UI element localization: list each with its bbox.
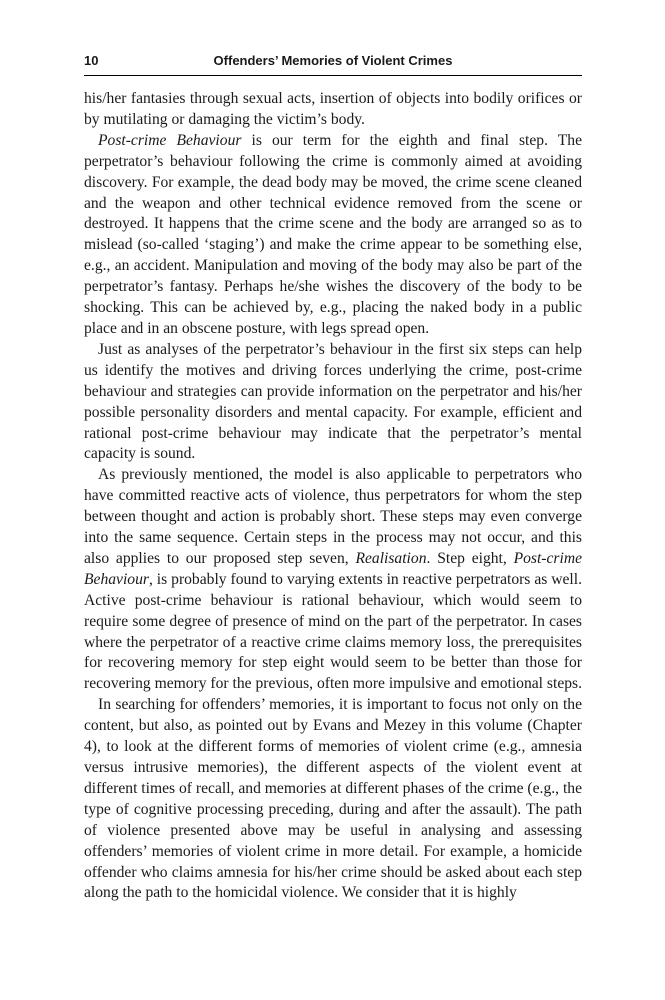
- term-realisation: Realisation: [355, 549, 427, 567]
- running-header: [84, 50, 582, 72]
- paragraph-4-text-b: . Step eight,: [426, 549, 514, 567]
- paragraph-3-text: Just as analyses of the perpetrator’s behaviour in the first six steps can help us identify the motives and driving forces underlying the crime, post-crime behaviour and strategies can provide information on the perpetrator and his/her possible personality disorders and mental capacity. For example, efficient and rational post-crime behaviour may indicate that the perpetrator’s mental capacity is sound.: [84, 340, 582, 463]
- paragraph-5-text: In searching for offenders’ memories, it is important to focus not only on the content, but also, as pointed out by Evans and Mezey in this volume (Chapter 4), to look at the different forms of memories of violent crime (e.g., amnesia versus intrusive memories), the different aspects of the violent event at different times of recall, and memories at different phases of the crime (e.g., the type of cognitive processing preceding, during and after the assault). The path of violence presented above may be useful in analysing and assessing offenders’ memories of violent crime in more detail. For example, a homicide offender who claims amnesia for his/her crime should be asked about each step along the path to the homicidal violence. We consider that it is highly: [84, 696, 582, 902]
- page-number: 10: [84, 53, 99, 68]
- paragraph-4-text-c: , is probably found to varying extents in reactive perpetrators as well. Active post-crime behaviour is rational behaviour, which would seem to require some degree of presence of mind on the part of the perpetrator. In cases where the perpetrator of a reactive crime claims memory loss, the prerequisites for recovering memory for step eight would seem to be better than those for recovering memory for the previous, often more impulsive and emotional steps.: [84, 570, 583, 693]
- paragraph-1-text: his/her fantasies through sexual acts, insertion of objects into bodily orifices or by mutilating or damaging the victim’s body.: [84, 90, 582, 128]
- paragraph-4-text-a: As previously mentioned, the model is also applicable to perpetrators who have committed reactive acts of violence, thus perpetrators for whom the step between thought and action is probably short. These steps may even converge into the same sequence. Certain steps in the process may not occur, and this also applies to our proposed step seven,: [84, 466, 582, 567]
- term-post-crime-behaviour-2: Post-crime Behaviour: [84, 549, 582, 588]
- paragraph-3: [84, 340, 582, 465]
- book-page: [84, 50, 582, 904]
- header-rule: [84, 75, 582, 76]
- paragraph-4: [84, 465, 582, 695]
- running-title: Offenders’ Memories of Violent Crimes: [213, 53, 453, 68]
- paragraph-2-text: is our term for the eighth and final step. The perpetrator’s behaviour following the crime is commonly aimed at avoiding discovery. For example, the dead body may be moved, the crime scene cleaned and the weapon and other technical evidence removed from the scene or destroyed. It happens that the crime scene and the body are arranged so as to mislead (so-called ‘staging’) and make the crime appear to be something else, e.g., an accident. Manipulation and moving of the body may also be part of the perpetrator’s fantasy. Perhaps he/she wishes the discovery of the body to be shocking. This can be achieved by, e.g., placing the naked body in a public place and in an obscene posture, with legs spread open.: [84, 131, 582, 337]
- body-text: [84, 89, 582, 904]
- term-post-crime-behaviour: Post-crime Behaviour: [98, 131, 242, 149]
- paragraph-2: [84, 131, 582, 340]
- paragraph-5: [84, 695, 582, 904]
- paragraph-1: [84, 89, 582, 131]
